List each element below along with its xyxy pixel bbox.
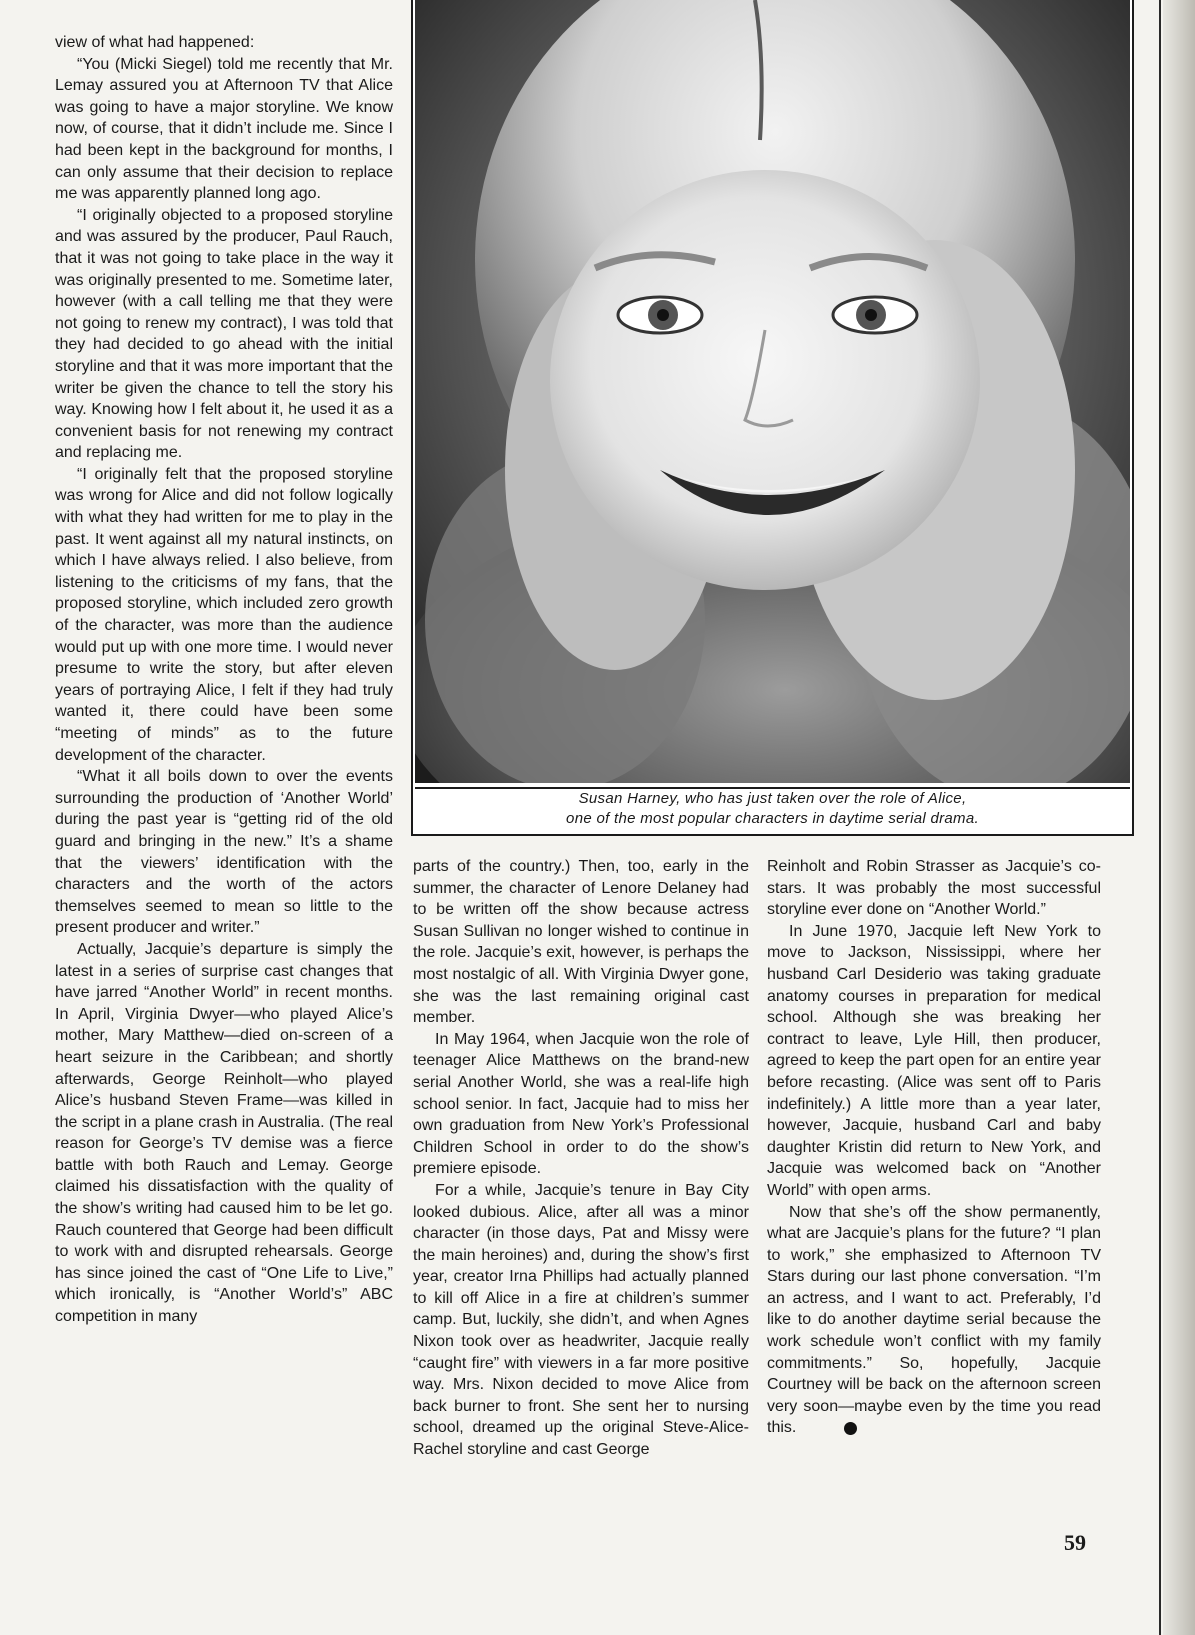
paragraph: In May 1964, when Jacquie won the role of teenager Alice Matthews on the brand-new serial Another World, she was a real-life high school senior. In fact, Jacquie had to miss her own graduation from New York’s Professional Children School in order to do the show’s premiere episode.: [413, 1030, 749, 1178]
paragraph-text: Now that she’s off the show permanently, what are Jacquie’s plans for the future? “I plan to work,” she emphasized to Afternoon TV Stars during our last phone conversation. “I’m an actress, and I want to act. Preferably, I’d like to do another daytime serial because the work schedule won’t conflict with my family commitments.” So, hopefully, Jacquie Courtney will be back on the afternoon screen very soon—maybe even by the time you read this.: [767, 1203, 1101, 1437]
photo-caption: [415, 787, 1130, 833]
paragraph: “You (Micki Siegel) told me recently that Mr. Lemay assured you at Afternoon TV that Alice was going to have a major storyline. We know now, of course, that it didn’t include me. Since I had been kept in the background for months, I can only assume that their decision to replace me was apparently planned long ago.: [55, 55, 393, 203]
paragraph: parts of the country.) Then, too, early in the summer, the character of Lenore Delaney had to be written off the show because actress Susan Sullivan no longer wished to continue in the role. Jacquie’s exit, however, is perhaps the most nostalgic of all. With Virginia Dwyer gone, she was the last remaining original cast member.: [413, 858, 749, 1027]
portrait-photo: [415, 0, 1130, 783]
paragraph: Actually, Jacquie’s departure is simply the latest in a series of surprise cast changes that have jarred “Another World” in recent months. In April, Virginia Dwyer—who played Alice’s mother, Mary Matthew—died on-screen of a heart seizure in the Caribbean; and shortly afterwards, George Reinholt—who played Alice’s husband Steven Frame—was killed in the script in a plane crash in Australia. (The real reason for George’s TV demise was a fierce battle with both Rauch and Lemay. George claimed his dissatisfaction with the quality of the show’s writing had caused him to be let go. Rauch countered that George had been difficult to work with and disrupted rehearsals. George has since joined the cast of “One Life to Live,” which ironically, is “Another World’s” ABC competition in many: [55, 940, 393, 1326]
article-column-2: [413, 856, 749, 1461]
paragraph: “I originally felt that the proposed storyline was wrong for Alice and did not follow logically with what they had written for me to play in the past. It went against all my natural instincts, on which I have always relied. I also believe, from listening to the criticisms of my fans, that the proposed storyline, which included zero growth of the character, was more than the audience would put up with one more time. I would never presume to write the story, but after eleven years of portraying Alice, I felt if they had truly wanted it, there could have been some “meeting of minds” as to the future development of the character.: [55, 465, 393, 764]
caption-line: Susan Harney, who has just taken over the role of Alice,: [578, 790, 967, 807]
paragraph: “I originally objected to a proposed storyline and was assured by the producer, Paul Rauch, that it was not going to take place in the way it was originally presented to me. Sometime later, however (with a call telling me that they were not going to renew my contract), I was told that they had decided to go ahead with the initial storyline and that it was more important that the writer be given the chance to tell the story his way. Knowing how I felt about it, he used it as a convenient basis for not renewing my contract and replacing me.: [55, 206, 393, 462]
portrait-illustration: [415, 0, 1130, 783]
paragraph: [767, 1202, 1101, 1440]
photo-frame: [411, 0, 1134, 836]
article-column-1: [55, 32, 393, 1328]
page-fold-line: [1159, 0, 1161, 1635]
paragraph: “What it all boils down to over the events surrounding the production of ‘Another World’ during the past year is “getting rid of the old guard and bringing in the new.” It’s a shame that the viewers’ identification with the characters and the worth of the actors themselves seemed to mean so little to the present producer and writer.”: [55, 768, 393, 937]
end-of-article-bullet: [844, 1422, 857, 1435]
page-number: 59: [1064, 1530, 1086, 1555]
paragraph: In June 1970, Jacquie left New York to move to Jackson, Nississippi, where her husband Carl Desiderio was taking graduate anatomy courses in preparation for medical school. Although she was breaking her contract to leave, Lyle Hill, then producer, agreed to keep the part open for an entire year before recasting. (Alice was sent off to Paris indefinitely.) A little more than a year later, however, Jacquie, husband Carl and baby daughter Kristin did return to New York, and Jacquie was welcomed back on “Another World” with open arms.: [767, 922, 1101, 1199]
paragraph: view of what had happened:: [55, 34, 255, 51]
article-column-3: [767, 856, 1101, 1439]
paragraph: Reinholt and Robin Strasser as Jacquie’s co-stars. It was probably the most successful storyline ever done on “Another World.”: [767, 858, 1101, 919]
paragraph: For a while, Jacquie’s tenure in Bay City looked dubious. Alice, after all was a minor character (in those days, Pat and Missy were the main heroines) and, during the show’s first year, creator Irna Phillips had actually planned to kill off Alice in a fire at children’s summer camp. But, luckily, she didn’t, and when Agnes Nixon took over as headwriter, Jacquie really “caught fire” with viewers in a far more positive way. Mrs. Nixon decided to move Alice from back burner to front. She sent her to nursing school, dreamed up the original Steve-Alice-Rachel storyline and cast George: [413, 1181, 749, 1459]
caption-line: one of the most popular characters in daytime serial drama.: [566, 810, 979, 827]
page-edge: [1163, 0, 1195, 1635]
